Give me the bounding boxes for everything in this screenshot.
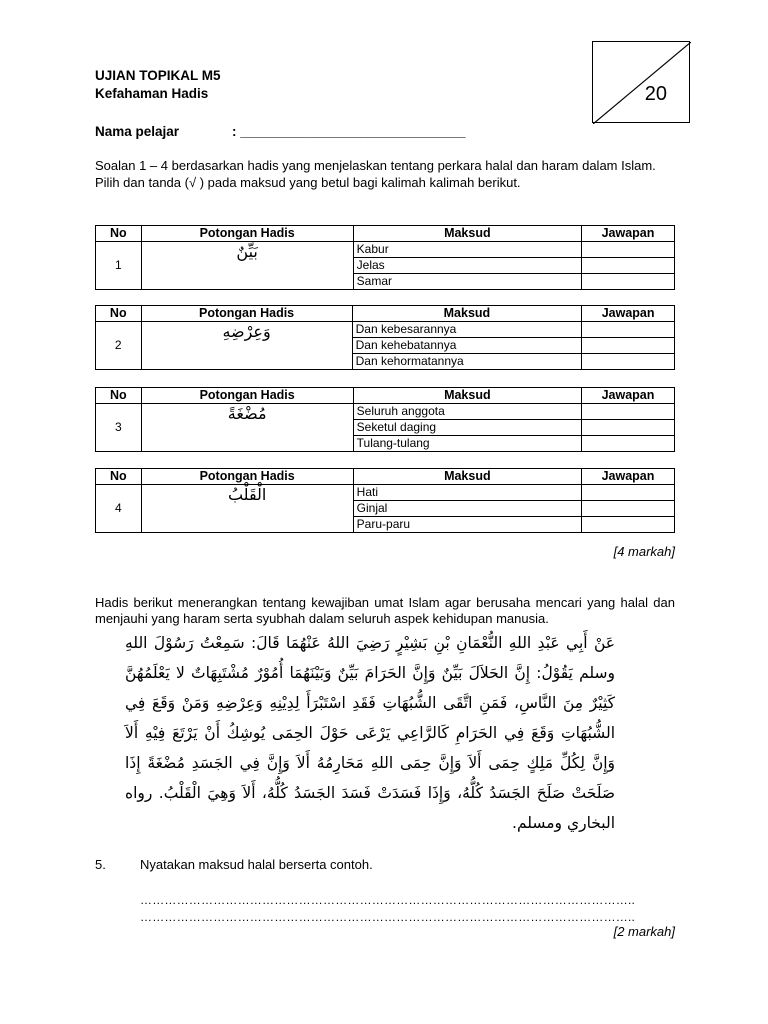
score-box-diagonal (593, 42, 691, 124)
table-row (96, 404, 675, 420)
maksud-option: Seketul daging (353, 420, 581, 436)
jawapan-header: Jawapan (582, 469, 675, 485)
question-table-4 (95, 468, 675, 533)
student-name-row (95, 124, 466, 139)
jawapan-cell[interactable] (582, 420, 675, 436)
question-5-number: 5. (95, 857, 106, 872)
jawapan-header: Jawapan (582, 226, 675, 242)
jawapan-cell[interactable] (582, 501, 675, 517)
table-header-row (96, 226, 675, 242)
no-header: No (96, 226, 142, 242)
jawapan-cell[interactable] (582, 338, 675, 354)
maksud-option: Tulang-tulang (353, 436, 581, 452)
hadith-fragment: وَعِرْضِهِ (141, 322, 352, 370)
maksud-option: Jelas (353, 258, 581, 274)
jawapan-cell[interactable] (582, 322, 675, 338)
name-field[interactable]: : ______________________________ (232, 124, 466, 139)
potongan-hadis-header: Potongan Hadis (141, 388, 353, 404)
potongan-hadis-header: Potongan Hadis (141, 306, 352, 322)
jawapan-cell[interactable] (582, 354, 675, 370)
name-label: Nama pelajar (95, 124, 180, 139)
maksud-option: Ginjal (353, 501, 581, 517)
table-header-row (96, 469, 675, 485)
instructions (95, 158, 675, 191)
maksud-option: Dan kehormatannya (352, 354, 582, 370)
jawapan-cell[interactable] (582, 258, 675, 274)
table-header-row (96, 306, 675, 322)
question-number: 3 (96, 404, 142, 452)
maksud-option: Samar (353, 274, 581, 290)
maksud-option: Paru-paru (353, 517, 581, 533)
markah-label-2: [2 markah] (613, 924, 675, 939)
jawapan-cell[interactable] (582, 436, 675, 452)
jawapan-cell[interactable] (582, 485, 675, 501)
question-table-2 (95, 305, 675, 370)
hadith-arabic-text: عَنْ أَبِي عَبْدِ اللهِ النُّعْمَانِ بْنِ بَشِيْرٍ رَضِيَ اللهُ عَنْهُمَا قَالَ: سَمِعْتُ رَسُوْلَ اللهِ وسلم يَقُوْلُ: إِنَّ الحَلاَلَ بَيِّنٌ وَإِنَّ الحَرَامَ بَيِّنٌ وَبَيْنَهُمَا أُمُوْرٌ مُشْتَبِهَاتٌ لا يَعْلَمُهُنَّ كَثِيْرٌ مِنَ النَّاسِ، فَمَنِ اتَّقَى الشُّبُهَاتِ فَقَدِ اسْتَبْرَأَ لِدِيْنِهِ وَعِرْضِهِ وَمَنْ وَقَعَ فِي الشُّبُهَاتِ وَقَعَ فِي الحَرَامِ كَالرَّاعِي يَرْعَى حَوْلَ الحِمَى يُوشِكُ أَنْ يَرْتَعَ فِيْهِ أَلاَ وَإِنَّ لِكُلِّ مَلِكٍ حِمَى أَلاَ وَإِنَّ حِمَى اللهِ مَحَارِمُهُ أَلاَ وَإِنَّ فِي الجَسَدِ مُضْغَةً إِذَا صَلَحَتْ صَلَحَ الجَسَدُ كُلُّهُ، وَإِذَا فَسَدَتْ فَسَدَ الجَسَدُ كُلُّهُ، أَلاَ وَهِيَ الْقَلْبُ. رواه البخاري ومسلم. (125, 634, 615, 832)
table-row (96, 485, 675, 501)
maksud-header: Maksud (352, 306, 582, 322)
question-5-text: Nyatakan maksud halal berserta contoh. (140, 857, 373, 872)
maksud-header: Maksud (353, 469, 581, 485)
answer-line-1[interactable]: ………………………………………………………………………………………………………….. (140, 893, 636, 907)
maksud-option: Dan kebesarannya (352, 322, 582, 338)
no-header: No (96, 388, 142, 404)
question-table-1 (95, 225, 675, 290)
maksud-option: Kabur (353, 242, 581, 258)
jawapan-cell[interactable] (582, 404, 675, 420)
jawapan-header: Jawapan (582, 306, 675, 322)
question-number: 1 (96, 242, 142, 290)
score-total: 20 (644, 83, 667, 105)
markah-label-1: [4 markah] (613, 544, 675, 559)
page-title: UJIAN TOPIKAL M5 (95, 68, 221, 83)
hadith-intro-paragraph: Hadis berikut menerangkan tentang kewajiban umat Islam agar berusaha mencari yang halal dan menjauhi yang haram serta syubhah dalam seluruh aspek kehidupan manusia. (95, 595, 675, 626)
jawapan-header: Jawapan (582, 388, 675, 404)
table-row (96, 322, 675, 338)
question-table-3 (95, 387, 675, 452)
answer-line-2[interactable]: ………………………………………………………………………………………………………….. (140, 910, 636, 924)
score-box (592, 41, 690, 123)
no-header: No (96, 469, 142, 485)
maksud-header: Maksud (353, 226, 581, 242)
question-number: 2 (96, 322, 142, 370)
instruction-line-2: Pilih dan tanda (√ ) pada maksud yang betul bagi kalimah kalimah berikut. (95, 174, 521, 190)
potongan-hadis-header: Potongan Hadis (141, 226, 353, 242)
jawapan-cell[interactable] (582, 242, 675, 258)
table-header-row (96, 388, 675, 404)
jawapan-cell[interactable] (582, 517, 675, 533)
maksud-option: Seluruh anggota (353, 404, 581, 420)
hadith-fragment: الْقَلْبُ (141, 485, 353, 533)
maksud-header: Maksud (353, 388, 581, 404)
hadith-fragment: مُضْغَةً (141, 404, 353, 452)
header (95, 67, 221, 103)
question-number: 4 (96, 485, 142, 533)
hadith-fragment: بَيِّنٌ (141, 242, 353, 290)
page-subtitle: Kefahaman Hadis (95, 86, 209, 101)
instruction-line-1: Soalan 1 – 4 berdasarkan hadis yang menjelaskan tentang perkara halal dan haram dalam Islam. (95, 158, 656, 173)
maksud-option: Dan kehebatannya (352, 338, 582, 354)
jawapan-cell[interactable] (582, 274, 675, 290)
no-header: No (96, 306, 142, 322)
potongan-hadis-header: Potongan Hadis (141, 469, 353, 485)
table-row (96, 242, 675, 258)
maksud-option: Hati (353, 485, 581, 501)
